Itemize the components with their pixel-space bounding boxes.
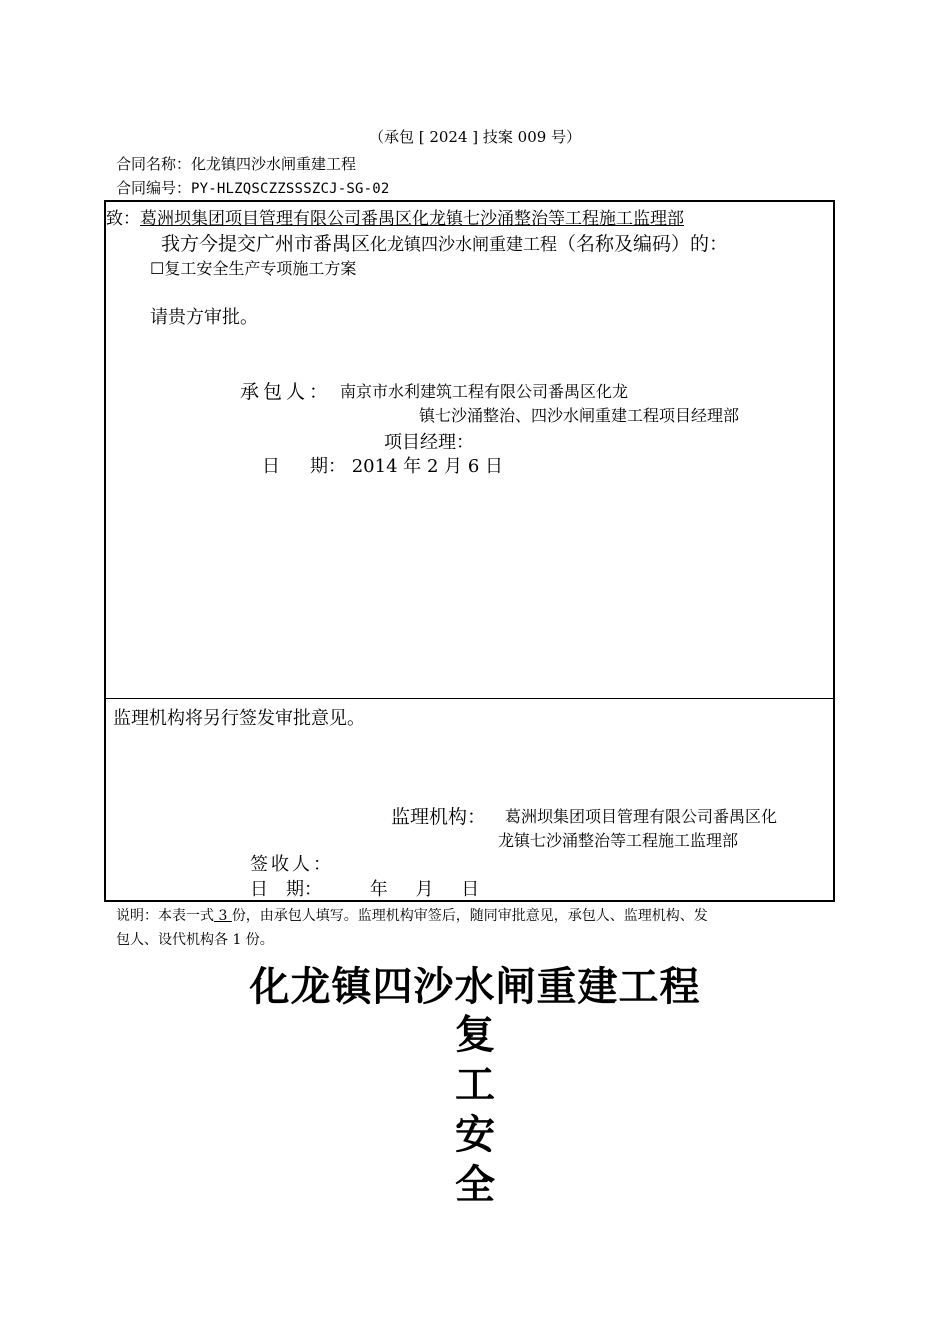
- submission-text-a: 我方今提交广州市番禺区: [161, 233, 371, 255]
- project-manager-label: 项目经理：: [384, 432, 474, 453]
- supervisor-label: 监理机构：: [391, 806, 487, 828]
- note-line2: 包人、设代机构各 1 份。: [116, 932, 274, 948]
- contractor-name-line1: 南京市水利建筑工程有限公司番禺区化龙: [340, 382, 629, 401]
- form-divider: [104, 698, 835, 699]
- vertical-title-char: 全: [455, 1161, 495, 1208]
- vertical-title-char: 工: [455, 1061, 495, 1108]
- contract-name-line: [116, 153, 356, 174]
- approval-request: 请贵方审批。: [150, 307, 258, 328]
- supervisor-name-line2: 龙镇七沙涌整治等工程施工监理部: [498, 831, 739, 850]
- vertical-title-char: 安: [455, 1111, 495, 1158]
- vertical-title-char: 复: [455, 1011, 495, 1058]
- submitted-item: ☐复工安全生产专项施工方案: [150, 259, 357, 278]
- note-copies: 3: [214, 908, 232, 924]
- receipt-date: [250, 875, 479, 901]
- date-value: 2014 年 2 月 6 日: [351, 456, 504, 477]
- receipt-date-label: 日 期：: [250, 879, 322, 900]
- note-text-b: 份，由承包人填写。监理机构审签后，随同审批意见，承包人、监理机构、发: [231, 908, 708, 924]
- date-label-a: 日: [262, 456, 280, 477]
- receipt-year: 年: [369, 879, 388, 900]
- contract-no-line: [116, 177, 389, 198]
- receiver-label: 签收人：: [250, 854, 334, 875]
- document-title: 化龙镇四沙水闸重建工程: [249, 963, 701, 1010]
- contract-no-label: 合同编号：: [116, 179, 192, 197]
- receipt-month: 月: [415, 879, 434, 900]
- addressee-label: 致：: [106, 209, 140, 229]
- date-label-b: 期：: [310, 456, 346, 477]
- contractor-name-line2: 镇七沙涌整治、四沙水闸重建工程项目经理部: [419, 406, 740, 425]
- supervisor-opinion: 监理机构将另行签发审批意见。: [113, 708, 365, 729]
- receipt-day: 日: [461, 879, 480, 900]
- addressee-line: [106, 204, 684, 229]
- reference-number: （承包 [ 2024 ] 技案 009 号）: [368, 128, 582, 146]
- contractor-label: 承包人：: [240, 381, 333, 403]
- note-text-a: 说明：本表一式: [116, 908, 214, 924]
- submission-statement: [161, 229, 728, 256]
- contract-no: PY-HLZQSCZZSSSZCJ-SG-02: [191, 181, 390, 197]
- submission-project: 化龙镇四沙水闸重建工程: [370, 235, 558, 255]
- note-line1: [116, 905, 708, 925]
- contract-name-label: 合同名称：: [116, 155, 192, 173]
- contract-name: 化龙镇四沙水闸重建工程: [191, 155, 357, 173]
- supervisor-name-line1: 葛洲坝集团项目管理有限公司番禺区化: [505, 807, 778, 826]
- submission-date: [262, 452, 503, 478]
- addressee-name: 葛洲坝集团项目管理有限公司番禺区化龙镇七沙涌整治等工程施工监理部: [140, 209, 684, 229]
- submission-text-c: （名称及编码）的：: [557, 233, 729, 255]
